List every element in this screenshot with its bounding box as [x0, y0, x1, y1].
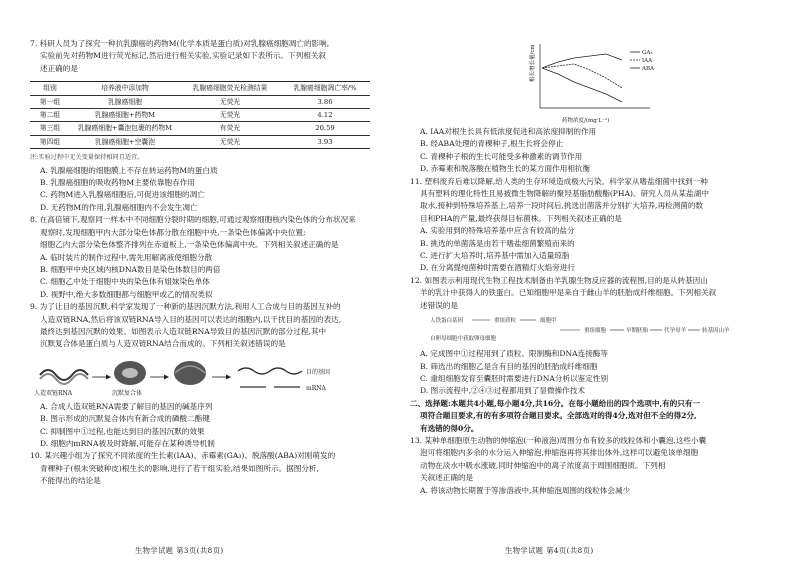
transgenic-flow-diagram	[410, 312, 750, 348]
q11-option-c: C. 进行扩大培养时,培养基中需加入适量琼脂	[420, 251, 570, 261]
table-cell: 20.59	[280, 122, 370, 135]
table-cell: 3.93	[280, 135, 370, 148]
q9-line: 9. 为了让目的基因沉默,科学家发现了一种新的基因沉默方法,利用人工合成与目的基因互补的	[30, 302, 341, 312]
q10-option-a: A. IAA对根生长具有低浓度促进和高浓度抑制的作用	[420, 127, 597, 136]
arrowhead-icon	[106, 374, 111, 379]
arrowhead-icon	[164, 374, 169, 379]
arrowhead-icon	[226, 374, 231, 379]
question-10-options	[410, 126, 770, 176]
q7-option-c: C. 药物M进入乳腺癌细胞后,可促进该细胞的凋亡	[40, 190, 205, 200]
chart-ylabel: 根长增长量/cm	[530, 44, 536, 82]
table-cell: 第三组	[30, 122, 70, 135]
table-cell: 有荧光	[180, 122, 280, 135]
flow-node-plasmid: 重组质粒	[494, 318, 517, 325]
q12-line: 述错误的是	[420, 300, 458, 310]
q8-option-a: A. 临时装片的制作过程中,需先用解离液使细胞分散	[40, 252, 213, 262]
q13-line: 13. 某种单细胞原生动物的伸缩泡(一种液泡)周围分布有较多的线粒体和小囊泡,这些小囊	[410, 435, 707, 445]
q7-table	[30, 81, 370, 149]
flow-node-surrogate: 代孕母羊	[664, 328, 687, 335]
page-footer-left: 生物学试题 第3页(共8页)	[135, 546, 224, 555]
table-cell: 乳腺癌细胞+空囊泡	[70, 135, 180, 148]
table-header: 乳腺癌细胞凋亡率/%	[280, 82, 370, 95]
section-2-line: 项符合题目要求,有的有多项符合题目要求。全部选对的得4分,选对但不全的得2分,	[420, 411, 697, 421]
q11-option-a: A. 实验用到的特殊培养基中应含有较高的盐分	[420, 226, 575, 236]
q12-option-a: A. 完成图中①过程用到了质粒、限制酶和DNA连接酶等	[420, 349, 608, 359]
table-header: 乳腺癌细胞荧光检测结果	[180, 82, 280, 95]
table-cell: 第四组	[30, 135, 70, 148]
right-column	[410, 38, 770, 497]
q11-line: 目和PHA的产量,最终获得目标菌株。下列相关叙述正确的是	[420, 213, 622, 223]
table-cell: 无荧光	[180, 135, 280, 148]
question-11	[410, 176, 770, 275]
table-header: 组别	[30, 82, 70, 95]
series-aba-line	[542, 68, 622, 102]
q8-line: 8. 在高倍镜下,观察同一样本中不同细胞分裂时期的细胞,可通过观察细胞核内染色体的分布状况来	[30, 215, 356, 225]
table-row	[30, 135, 370, 148]
q8-option-d: D. 视野中,绝大多数细胞都与细胞甲或乙的情况类似	[40, 289, 213, 299]
page-footer-right: 生物学试题 第4页(共8页)	[505, 546, 594, 555]
table-cell: 4.12	[280, 109, 370, 122]
section-2-title: 二、选择题:本题共4小题,每小题4分,共16分。在每小题给出的四个选项中,有的只有一	[410, 398, 701, 408]
q7-stem-1: 7. 科研人员为了探究一种抗乳腺癌的药物M(化学本质是蛋白质)对乳腺癌细胞凋亡的影响,	[30, 39, 330, 48]
legend-aba-label: ABA	[642, 66, 654, 72]
q9-line: 最终达到基因沉默的效果。如图表示人造双链RNA导致目的基因沉默的部分过程,其中	[40, 326, 327, 336]
section-2	[410, 398, 770, 435]
complex-core-icon	[122, 368, 138, 378]
q7-option-b: B. 乳腺癌细胞的吸收药物M主要依靠胞吞作用	[40, 178, 195, 188]
table-row	[30, 109, 370, 122]
legend-iaa-label: IAA	[642, 58, 653, 64]
q10-line: 不能得出的结论是	[40, 476, 101, 486]
table-cell: 无荧光	[180, 95, 280, 108]
q9-option-c: C. 抑制图中①过程,也能达到目的基因沉默的效果	[40, 426, 205, 436]
q7-note: 注:实验过程中无关变量保持相同且适宜。	[30, 154, 144, 162]
q9-option-d: D. 细胞内mRNA被及时降解,可能存在某种诱导机制	[40, 438, 215, 448]
q9-option-a: A. 合成人造双链RNA需要了解目的基因的碱基序列	[40, 401, 213, 411]
section-2-line: 有选错的得0分。	[420, 423, 479, 433]
fig-label-mrna: mRNA	[306, 384, 326, 392]
rna-silencing-figure	[30, 351, 370, 401]
table-cell: 第一组	[30, 95, 70, 108]
question-8	[30, 214, 382, 301]
table-row	[30, 122, 370, 135]
q13-line: 泡可将细胞内多余的水分运入伸缩泡,伸缩泡再将其排出体外,这样可以避免该单细胞	[420, 448, 699, 458]
series-iaa-line	[542, 64, 622, 88]
question-13	[410, 435, 770, 497]
q11-line: 11. 塑料废弃后难以降解,给人类的生存环境造成极大污染。科学家从嗜盐细菌中找到一种	[410, 176, 708, 186]
q11-line: 具有塑料的理化特性且易被微生物降解的聚羟基脂肪酸酯(PHA)。研究人员从某盐湖中	[420, 189, 709, 199]
q10-line: 青稞种子(根未突破种皮)根生长的影响,进行了若干组实验,结果如图所示。据图分析,	[40, 463, 319, 473]
q13-line: 关叙述正确的是	[420, 473, 474, 483]
complex-icon	[174, 361, 206, 385]
flow-node-embryo: 早期胚胎	[626, 328, 649, 335]
question-10	[30, 450, 382, 487]
q11-option-d: D. 在分离提纯菌种时需要在酒精灯火焰旁进行	[420, 263, 575, 273]
q13-line: 动物在淡水中吸水涨破,同时伸缩泡中的离子浓度高于周围细胞质。下列相	[420, 460, 666, 470]
q11-option-b: B. 挑选的单菌落是由若干嗜盐细菌繁殖而来的	[420, 238, 575, 248]
root-growth-chart	[500, 38, 700, 126]
q10-option-d: D. 赤霉素和脱落酸在植物生长的某方面作用相抗衡	[420, 164, 591, 174]
table-cell: 3.86	[280, 95, 370, 108]
table-cell: 乳腺癌细胞+囊泡包裹的药物M	[70, 122, 180, 135]
legend-ga3-label: GA₃	[642, 50, 653, 56]
q9-line: 人造双链RNA,然后将该双链RNA导入目的基因可以表达的细胞内,以干扰目的基因的表达,	[40, 314, 342, 324]
q7-stem-2: 实验前先对药物M进行荧光标记,然后进行相关实验,实验记录如下表所示。下列相关叙	[40, 51, 326, 61]
table-cell: 乳腺癌细胞	[70, 95, 180, 108]
table-cell: 无荧光	[180, 109, 280, 122]
q7-option-d: D. 无药物M的作用,乳腺癌细胞内不会发生凋亡	[40, 202, 198, 212]
q8-option-c: C. 细胞乙中处于细胞中央的染色体有姐妹染色单体	[40, 277, 210, 287]
q10-line: 10. 某兴趣小组为了探究不同浓度的生长素(IAA)、赤霉素(GA₃)、脱落酸(ABA)对刚萌发的	[30, 451, 336, 461]
q8-line: 细胞乙内大部分染色体整齐排列在赤道板上,一条染色体偏离中央。下列相关叙述正确的是	[40, 240, 339, 250]
q10-option-c: C. 青稞种子根的生长可能受多种激素的调节作用	[420, 151, 583, 161]
q12-option-b: B. 筛选出的细胞乙是含有目的基因的胚胎成纤维细胞	[420, 361, 598, 371]
q9-option-b: B. 图示形成的沉默复合体内有新合成的磷酸二酯键	[40, 414, 210, 424]
q7-option-a: A. 乳腺癌细胞的细胞膜上不存在转运药物M的蛋白质	[40, 165, 218, 175]
fig-label-complex: 沉默复合体	[112, 389, 143, 397]
question-9	[30, 301, 382, 450]
q8-line: 观察时,发现细胞甲内大部分染色体都分散在细胞中央,一条染色体偏离中央位置;	[40, 227, 306, 237]
table-header: 培养液中添加物	[70, 82, 180, 95]
q12-option-d: D. 图示流程中,②④③过程都用到了显微操作技术	[420, 386, 585, 396]
q10-option-b: B. 经ABA处理的青稞种子,根生长将会停止	[420, 139, 564, 149]
target-mrna-icon	[238, 368, 302, 374]
q9-line: 沉默复合体是蛋白质与人造双链RNA结合而成的。下列相关叙述错误的是	[40, 339, 286, 349]
table-header-row	[30, 82, 370, 95]
flow-node-gene: 人铁蛋白基因	[430, 318, 464, 325]
q12-option-c: C. 重组细胞发育至囊胚时需要进行DNA分析以鉴定性别	[420, 373, 609, 383]
question-7	[30, 38, 382, 214]
question-12	[410, 275, 770, 398]
q11-line: 取水,接种到特殊培养基上,培养一段时间后,挑选出菌落并分别扩大培养,再检测菌的数	[420, 201, 704, 211]
table-cell: 乳腺癌细胞+药物M	[70, 109, 180, 122]
fig-label-dsrna: 人造双链RNA	[34, 389, 73, 397]
q13-option-a: A. 将该动物长期置于等渗溶液中,其伸缩泡周围的线粒体会减少	[420, 485, 631, 495]
flow-node-goat: 转基因山羊	[702, 328, 730, 335]
q7-stem-3: 述正确的是	[40, 63, 78, 73]
left-column	[30, 38, 382, 488]
q12-line: 12. 如图表示利用现代生物工程技术制备由羊乳腺生物反应器的流程图,目的是从转基因山	[410, 275, 708, 285]
flow-node-oocyte: 自卵母细胞中获取卵母细胞	[430, 336, 497, 343]
fig-label-target-gene: 目的基因	[306, 368, 331, 376]
chart-xlabel: 药物浓度/(mg·L⁻¹)	[562, 118, 610, 124]
flow-node-cell: 细胞甲	[540, 318, 557, 325]
table-cell: 第二组	[30, 109, 70, 122]
q12-line: 羊的乳汁中获得人的铁蛋白。已知细胞甲是来自于雌山羊的胚胎成纤维细胞。下列相关叙	[420, 288, 717, 298]
table-row	[30, 95, 370, 108]
flow-node-recombinant: 重组细胞	[584, 328, 607, 335]
q8-option-b: B. 细胞甲中央区域内核DNA数目是染色体数目的两倍	[40, 264, 221, 274]
series-ga3-line	[542, 54, 622, 68]
